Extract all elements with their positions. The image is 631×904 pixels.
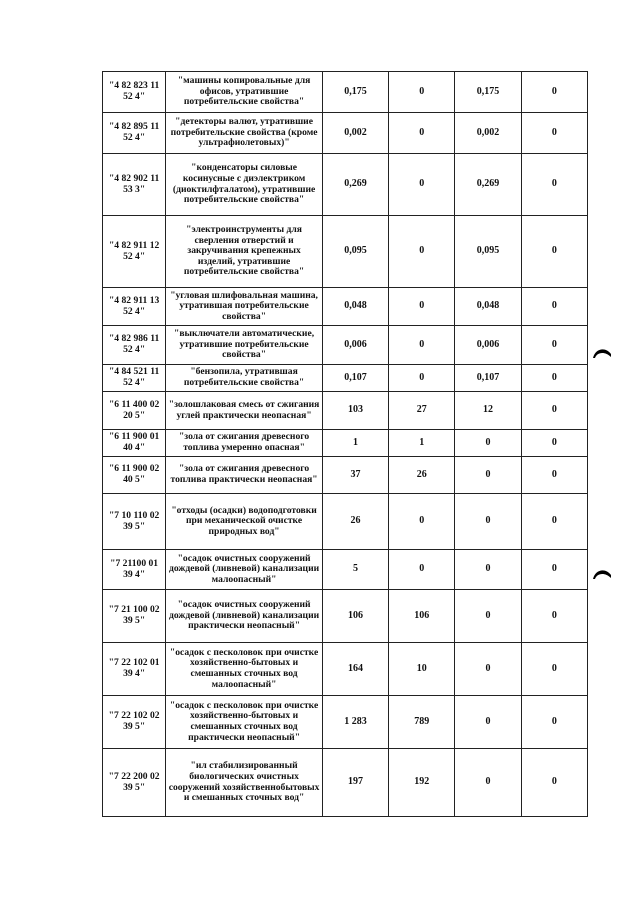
value-cell: 789 bbox=[389, 696, 455, 749]
value-cell: 0 bbox=[521, 696, 587, 749]
table-row bbox=[103, 550, 588, 590]
table-row bbox=[103, 326, 588, 365]
value-cell: 192 bbox=[389, 749, 455, 817]
value-cell: 0 bbox=[521, 590, 587, 643]
waste-name-cell: "осадок очистных сооружений дождевой (ливневой) канализации малоопасный" bbox=[166, 550, 323, 590]
value-cell: 106 bbox=[322, 590, 388, 643]
waste-code-cell: "7 10 110 02 39 5" bbox=[103, 494, 166, 550]
table-row bbox=[103, 696, 588, 749]
table-row bbox=[103, 392, 588, 430]
value-cell: 106 bbox=[389, 590, 455, 643]
waste-code-cell: "7 21 100 02 39 5" bbox=[103, 590, 166, 643]
waste-code-cell: "4 84 521 11 52 4" bbox=[103, 365, 166, 392]
waste-name-cell: "угловая шлифовальная машина, утратившая потребительские свойства" bbox=[166, 288, 323, 326]
value-cell: 0 bbox=[521, 113, 587, 154]
waste-name-cell: "золошлаковая смесь от сжигания углей практически неопасная" bbox=[166, 392, 323, 430]
value-cell: 0 bbox=[389, 494, 455, 550]
waste-code-cell: "4 82 902 11 53 3" bbox=[103, 154, 166, 216]
waste-table-body bbox=[103, 72, 588, 817]
waste-code-cell: "4 82 911 13 52 4" bbox=[103, 288, 166, 326]
value-cell: 0,006 bbox=[322, 326, 388, 365]
value-cell: 26 bbox=[322, 494, 388, 550]
waste-code-cell: "4 82 986 11 52 4" bbox=[103, 326, 166, 365]
waste-code-cell: "7 22 102 02 39 5" bbox=[103, 696, 166, 749]
value-cell: 197 bbox=[322, 749, 388, 817]
value-cell: 0,095 bbox=[322, 216, 388, 288]
value-cell: 27 bbox=[389, 392, 455, 430]
value-cell: 0,095 bbox=[455, 216, 521, 288]
value-cell: 103 bbox=[322, 392, 388, 430]
value-cell: 0 bbox=[389, 365, 455, 392]
value-cell: 1 bbox=[389, 430, 455, 457]
value-cell: 37 bbox=[322, 457, 388, 494]
table-row bbox=[103, 154, 588, 216]
value-cell: 0 bbox=[455, 749, 521, 817]
value-cell: 0 bbox=[521, 457, 587, 494]
table-row bbox=[103, 288, 588, 326]
value-cell: 0 bbox=[521, 430, 587, 457]
table-row bbox=[103, 494, 588, 550]
value-cell: 0 bbox=[521, 216, 587, 288]
waste-code-cell: "7 22 102 01 39 4" bbox=[103, 643, 166, 696]
waste-code-cell: "6 11 900 02 40 5" bbox=[103, 457, 166, 494]
value-cell: 0,048 bbox=[322, 288, 388, 326]
waste-code-cell: "4 82 895 11 52 4" bbox=[103, 113, 166, 154]
table-row bbox=[103, 749, 588, 817]
value-cell: 0 bbox=[521, 494, 587, 550]
table-row bbox=[103, 430, 588, 457]
value-cell: 0 bbox=[389, 113, 455, 154]
table-row bbox=[103, 216, 588, 288]
value-cell: 0 bbox=[455, 457, 521, 494]
waste-name-cell: "ил стабилизированный биологических очистных сооружений хозяйственнобытовых и смешанных сточных вод" bbox=[166, 749, 323, 817]
value-cell: 0 bbox=[455, 696, 521, 749]
value-cell: 0 bbox=[521, 326, 587, 365]
waste-name-cell: "осадок очистных сооружений дождевой (ливневой) канализации практически неопасный" bbox=[166, 590, 323, 643]
value-cell: 5 bbox=[322, 550, 388, 590]
value-cell: 0 bbox=[389, 288, 455, 326]
value-cell: 0,175 bbox=[322, 72, 388, 113]
value-cell: 12 bbox=[455, 392, 521, 430]
value-cell: 1 283 bbox=[322, 696, 388, 749]
table-row bbox=[103, 72, 588, 113]
value-cell: 0,269 bbox=[455, 154, 521, 216]
waste-name-cell: "зола от сжигания древесного топлива практически неопасная" bbox=[166, 457, 323, 494]
waste-name-cell: "конденсаторы силовые косинусные с диэлектриком (диоктилфталатом), утратившие потребительские свойства" bbox=[166, 154, 323, 216]
waste-code-cell: "7 21100 01 39 4" bbox=[103, 550, 166, 590]
value-cell: 26 bbox=[389, 457, 455, 494]
binder-hole-mark-bottom bbox=[592, 566, 612, 580]
value-cell: 0 bbox=[389, 72, 455, 113]
value-cell: 0 bbox=[455, 494, 521, 550]
waste-code-cell: "6 11 400 02 20 5" bbox=[103, 392, 166, 430]
waste-code-cell: "4 82 911 12 52 4" bbox=[103, 216, 166, 288]
waste-name-cell: "электроинструменты для сверления отверстий и закручивания крепежных изделий, утратившие потребительские свойства" bbox=[166, 216, 323, 288]
table-row bbox=[103, 643, 588, 696]
waste-name-cell: "осадок с песколовок при очистке хозяйственно-бытовых и смешанных сточных вод практически неопасный" bbox=[166, 696, 323, 749]
value-cell: 0,269 bbox=[322, 154, 388, 216]
value-cell: 0 bbox=[389, 326, 455, 365]
table-row bbox=[103, 113, 588, 154]
binder-hole-mark-top bbox=[592, 345, 612, 359]
waste-name-cell: "выключатели автоматические, утратившие потребительские свойства" bbox=[166, 326, 323, 365]
waste-name-cell: "детекторы валют, утратившие потребительские свойства (кроме ультрафиолетовых)" bbox=[166, 113, 323, 154]
value-cell: 0 bbox=[521, 154, 587, 216]
value-cell: 0,175 bbox=[455, 72, 521, 113]
waste-code-cell: "7 22 200 02 39 5" bbox=[103, 749, 166, 817]
value-cell: 0 bbox=[521, 72, 587, 113]
value-cell: 0 bbox=[389, 216, 455, 288]
value-cell: 0,048 bbox=[455, 288, 521, 326]
waste-code-cell: "6 11 900 01 40 4" bbox=[103, 430, 166, 457]
value-cell: 0 bbox=[521, 288, 587, 326]
value-cell: 0 bbox=[389, 154, 455, 216]
value-cell: 0 bbox=[455, 550, 521, 590]
value-cell: 0 bbox=[521, 392, 587, 430]
value-cell: 0,002 bbox=[322, 113, 388, 154]
waste-name-cell: "бензопила, утратившая потребительские свойства" bbox=[166, 365, 323, 392]
value-cell: 0 bbox=[521, 643, 587, 696]
value-cell: 0,006 bbox=[455, 326, 521, 365]
value-cell: 0 bbox=[521, 365, 587, 392]
value-cell: 10 bbox=[389, 643, 455, 696]
value-cell: 0 bbox=[521, 749, 587, 817]
table-row bbox=[103, 590, 588, 643]
waste-name-cell: "осадок с песколовок при очистке хозяйственно-бытовых и смешанных сточных вод малоопасный" bbox=[166, 643, 323, 696]
waste-code-cell: "4 82 823 11 52 4" bbox=[103, 72, 166, 113]
value-cell: 0,107 bbox=[322, 365, 388, 392]
value-cell: 0 bbox=[455, 643, 521, 696]
waste-table bbox=[102, 71, 588, 817]
table-row bbox=[103, 365, 588, 392]
value-cell: 0 bbox=[455, 590, 521, 643]
value-cell: 0 bbox=[521, 550, 587, 590]
value-cell: 1 bbox=[322, 430, 388, 457]
value-cell: 0,107 bbox=[455, 365, 521, 392]
value-cell: 164 bbox=[322, 643, 388, 696]
value-cell: 0 bbox=[455, 430, 521, 457]
waste-name-cell: "отходы (осадки) водоподготовки при механической очистке природных вод" bbox=[166, 494, 323, 550]
table-row bbox=[103, 457, 588, 494]
value-cell: 0,002 bbox=[455, 113, 521, 154]
waste-name-cell: "зола от сжигания древесного топлива умеренно опасная" bbox=[166, 430, 323, 457]
waste-name-cell: "машины копировальные для офисов, утратившие потребительские свойства" bbox=[166, 72, 323, 113]
value-cell: 0 bbox=[389, 550, 455, 590]
